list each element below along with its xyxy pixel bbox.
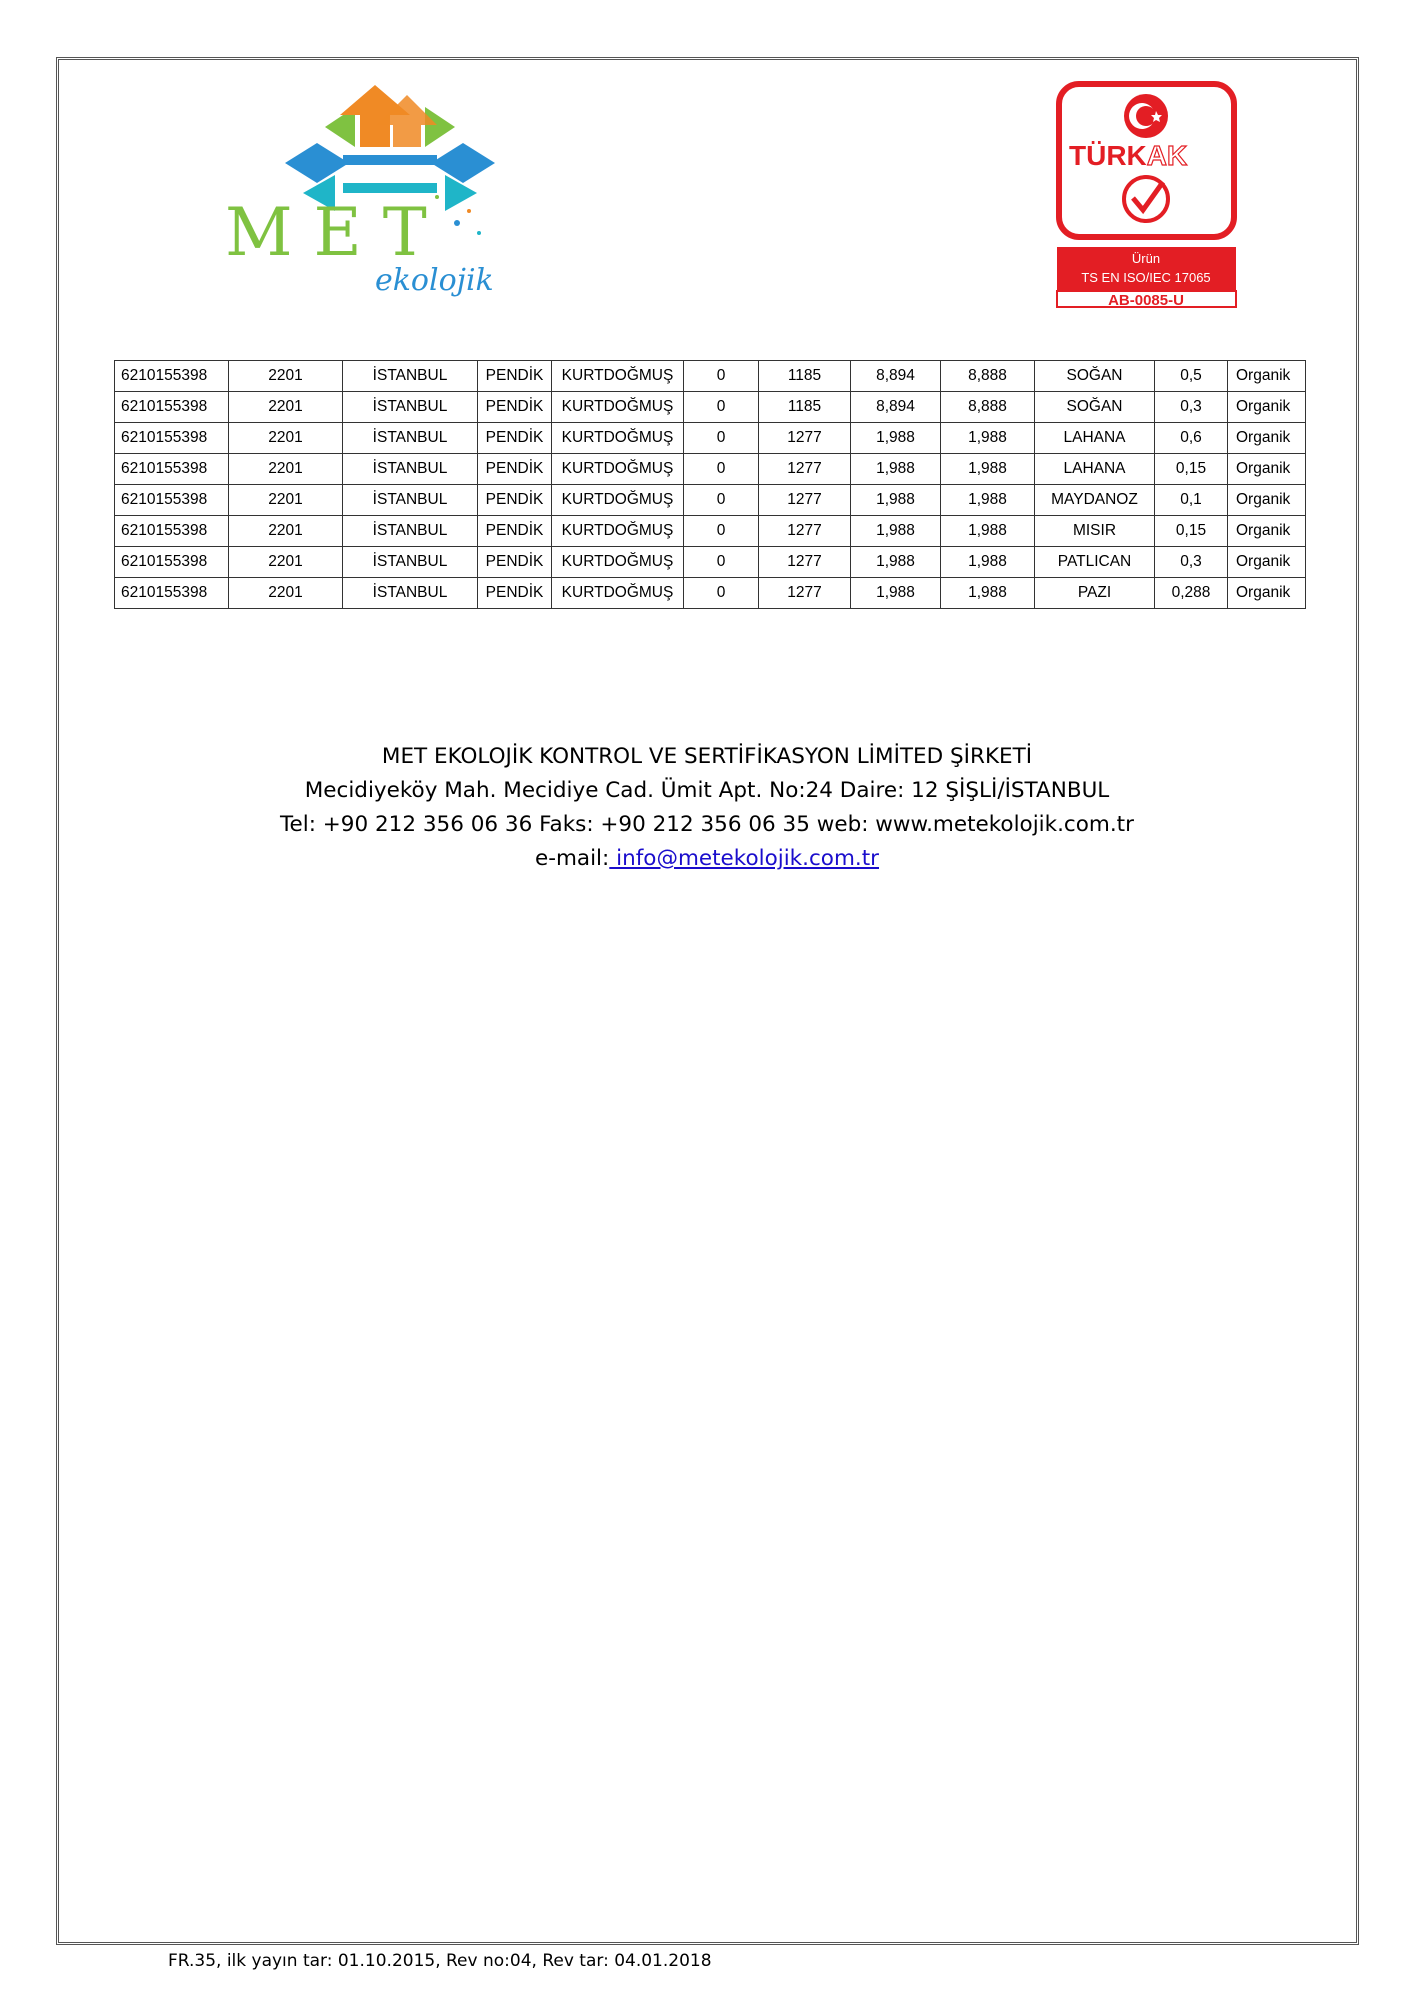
cell-status: Organik xyxy=(1228,423,1306,454)
company-info xyxy=(0,740,1414,876)
cell-product: LAHANA xyxy=(1035,423,1155,454)
cell-area-total: 1,988 xyxy=(851,423,941,454)
svg-text:ekolojik: ekolojik xyxy=(375,263,494,298)
cell-area-total: 8,894 xyxy=(851,392,941,423)
cell-code: 2201 xyxy=(229,423,343,454)
cell-parcel-no: 0 xyxy=(684,547,759,578)
svg-text:Ürün: Ürün xyxy=(1131,251,1161,266)
svg-text:TS EN ISO/IEC 17065: TS EN ISO/IEC 17065 xyxy=(1081,270,1211,285)
table-row xyxy=(115,361,1306,392)
cell-code: 2201 xyxy=(229,361,343,392)
email-label: e-mail: xyxy=(534,846,610,871)
cell-village: KURTDOĞMUŞ xyxy=(552,578,684,609)
cell-status: Organik xyxy=(1228,454,1306,485)
cell-code: 2201 xyxy=(229,516,343,547)
cell-code: 2201 xyxy=(229,578,343,609)
cell-block-no: 1277 xyxy=(759,423,851,454)
cell-parcel-no: 0 xyxy=(684,361,759,392)
cell-producer-id: 6210155398 xyxy=(115,547,229,578)
table-row xyxy=(115,454,1306,485)
cell-block-no: 1277 xyxy=(759,485,851,516)
cell-producer-id: 6210155398 xyxy=(115,485,229,516)
cell-area-used: 1,988 xyxy=(941,454,1035,485)
cell-block-no: 1277 xyxy=(759,516,851,547)
cell-area-used: 8,888 xyxy=(941,361,1035,392)
svg-text:M E T: M E T xyxy=(225,194,427,271)
cell-area-total: 1,988 xyxy=(851,578,941,609)
cell-province: İSTANBUL xyxy=(343,392,478,423)
cell-village: KURTDOĞMUŞ xyxy=(552,361,684,392)
cell-code: 2201 xyxy=(229,392,343,423)
cell-area-used: 8,888 xyxy=(941,392,1035,423)
table-row xyxy=(115,516,1306,547)
cell-status: Organik xyxy=(1228,547,1306,578)
cell-parcel-no: 0 xyxy=(684,578,759,609)
cell-district: PENDİK xyxy=(478,578,552,609)
cell-village: KURTDOĞMUŞ xyxy=(552,392,684,423)
table-row xyxy=(115,547,1306,578)
cell-area-used: 1,988 xyxy=(941,578,1035,609)
cell-producer-id: 6210155398 xyxy=(115,516,229,547)
cell-quantity: 0,1 xyxy=(1155,485,1228,516)
cell-area-used: 1,988 xyxy=(941,547,1035,578)
cell-quantity: 0,288 xyxy=(1155,578,1228,609)
cell-province: İSTANBUL xyxy=(343,361,478,392)
company-email-line xyxy=(0,842,1414,876)
cell-product: SOĞAN xyxy=(1035,361,1155,392)
cell-area-used: 1,988 xyxy=(941,423,1035,454)
cell-province: İSTANBUL xyxy=(343,578,478,609)
cell-product: MAYDANOZ xyxy=(1035,485,1155,516)
cell-province: İSTANBUL xyxy=(343,547,478,578)
cell-village: KURTDOĞMUŞ xyxy=(552,547,684,578)
cell-quantity: 0,5 xyxy=(1155,361,1228,392)
cell-area-total: 8,894 xyxy=(851,361,941,392)
cell-province: İSTANBUL xyxy=(343,454,478,485)
cell-province: İSTANBUL xyxy=(343,485,478,516)
cell-product: MISIR xyxy=(1035,516,1155,547)
cell-status: Organik xyxy=(1228,485,1306,516)
cell-parcel-no: 0 xyxy=(684,454,759,485)
svg-text:AB-0085-U: AB-0085-U xyxy=(1108,292,1184,308)
cell-status: Organik xyxy=(1228,361,1306,392)
cell-village: KURTDOĞMUŞ xyxy=(552,454,684,485)
cell-quantity: 0,3 xyxy=(1155,392,1228,423)
cell-district: PENDİK xyxy=(478,516,552,547)
company-name: MET EKOLOJİK KONTROL VE SERTİFİKASYON LİMİTED ŞİRKETİ xyxy=(381,744,1033,769)
cell-province: İSTANBUL xyxy=(343,516,478,547)
table-row xyxy=(115,423,1306,454)
cell-district: PENDİK xyxy=(478,423,552,454)
cell-producer-id: 6210155398 xyxy=(115,454,229,485)
company-address: Mecidiyeköy Mah. Mecidiye Cad. Ümit Apt. No:24 Daire: 12 ŞİŞLİ/İSTANBUL xyxy=(304,778,1110,803)
cell-code: 2201 xyxy=(229,454,343,485)
cell-district: PENDİK xyxy=(478,485,552,516)
cell-product: SOĞAN xyxy=(1035,392,1155,423)
cell-area-used: 1,988 xyxy=(941,485,1035,516)
cell-parcel-no: 0 xyxy=(684,516,759,547)
cell-quantity: 0,3 xyxy=(1155,547,1228,578)
cell-producer-id: 6210155398 xyxy=(115,423,229,454)
cell-quantity: 0,6 xyxy=(1155,423,1228,454)
turkak-accreditation-logo xyxy=(1055,80,1238,308)
met-ekolojik-logo xyxy=(225,85,555,310)
email-link[interactable]: info@metekolojik.com.tr xyxy=(609,846,879,871)
cell-area-total: 1,988 xyxy=(851,516,941,547)
product-table xyxy=(114,360,1306,609)
cell-district: PENDİK xyxy=(478,547,552,578)
cell-product: LAHANA xyxy=(1035,454,1155,485)
cell-product: PATLICAN xyxy=(1035,547,1155,578)
cell-district: PENDİK xyxy=(478,454,552,485)
table-row xyxy=(115,578,1306,609)
cell-block-no: 1277 xyxy=(759,454,851,485)
cell-block-no: 1277 xyxy=(759,578,851,609)
cell-block-no: 1185 xyxy=(759,392,851,423)
cell-area-total: 1,988 xyxy=(851,547,941,578)
cell-quantity: 0,15 xyxy=(1155,454,1228,485)
cell-parcel-no: 0 xyxy=(684,423,759,454)
cell-parcel-no: 0 xyxy=(684,485,759,516)
cell-product: PAZI xyxy=(1035,578,1155,609)
cell-block-no: 1277 xyxy=(759,547,851,578)
cell-producer-id: 6210155398 xyxy=(115,392,229,423)
cell-producer-id: 6210155398 xyxy=(115,361,229,392)
form-revision-info: FR.35, ilk yayın tar: 01.10.2015, Rev no:04, Rev tar: 04.01.2018 xyxy=(168,1951,712,1971)
cell-status: Organik xyxy=(1228,392,1306,423)
cell-district: PENDİK xyxy=(478,361,552,392)
cell-province: İSTANBUL xyxy=(343,423,478,454)
cell-area-total: 1,988 xyxy=(851,485,941,516)
cell-area-used: 1,988 xyxy=(941,516,1035,547)
cell-status: Organik xyxy=(1228,578,1306,609)
cell-code: 2201 xyxy=(229,485,343,516)
cell-block-no: 1185 xyxy=(759,361,851,392)
company-contact: Tel: +90 212 356 06 36 Faks: +90 212 356 06 35 web: www.metekolojik.com.tr xyxy=(280,812,1134,837)
page-border xyxy=(56,57,1359,1945)
cell-parcel-no: 0 xyxy=(684,392,759,423)
cell-village: KURTDOĞMUŞ xyxy=(552,423,684,454)
cell-code: 2201 xyxy=(229,547,343,578)
cell-producer-id: 6210155398 xyxy=(115,578,229,609)
svg-text:TÜRKAK: TÜRKAK xyxy=(1069,140,1188,171)
table-row xyxy=(115,485,1306,516)
cell-district: PENDİK xyxy=(478,392,552,423)
table-row xyxy=(115,392,1306,423)
cell-status: Organik xyxy=(1228,516,1306,547)
cell-area-total: 1,988 xyxy=(851,454,941,485)
cell-village: KURTDOĞMUŞ xyxy=(552,516,684,547)
cell-village: KURTDOĞMUŞ xyxy=(552,485,684,516)
cell-quantity: 0,15 xyxy=(1155,516,1228,547)
